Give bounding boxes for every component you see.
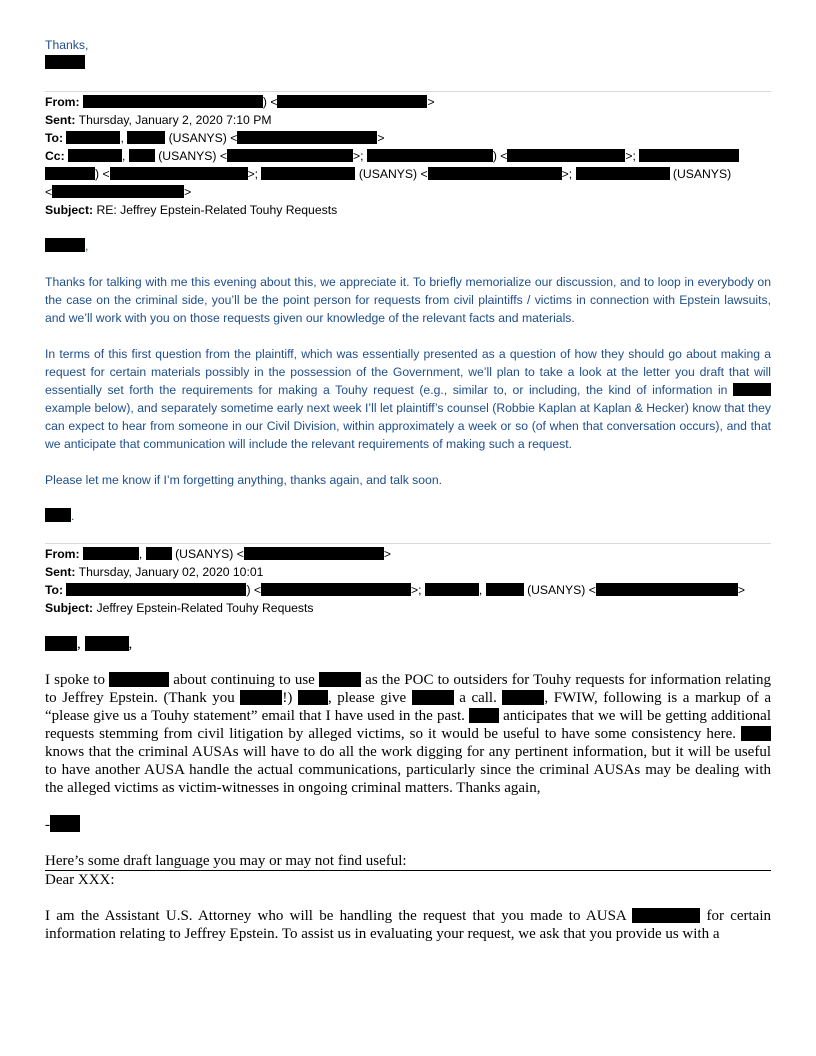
redaction xyxy=(244,547,384,560)
reply-header xyxy=(45,93,771,219)
reply-paragraph-3: Please let me know if I’m forgetting anything, thanks again, and talk soon. xyxy=(45,473,442,487)
redaction xyxy=(277,95,427,108)
from-line: From: , (USANYS) < > xyxy=(45,547,391,561)
redaction xyxy=(83,547,139,560)
to-line: To: ) < >; , (USANYS) < > xyxy=(45,583,745,597)
reply-paragraph-1: Thanks for talking with me this evening about this, we appreciate it. To briefly memorialize our discussion, and to loop in everybody on the case on the criminal side, you’ll be the point person for requests from civil plaintiffs / victims in connection with Epstein lawsuits, and we’ll work with you on those requests given our knowledge of the relevant facts and materials. xyxy=(45,275,771,325)
letter-body: I am the Assistant U.S. Attorney who will be handling the request that you made to AUSA for certain information relating to Jeffrey Epstein. To assist us in evaluating your request, we ask that you provide us with a xyxy=(45,908,772,942)
original-signoff: - xyxy=(45,815,771,834)
redaction xyxy=(428,167,562,180)
redaction xyxy=(639,149,739,162)
letter-salutation: Dear XXX: xyxy=(45,872,115,888)
reply-signoff: . xyxy=(45,507,771,525)
reply-closing: Thanks, xyxy=(45,38,89,52)
redaction xyxy=(68,149,122,162)
subject-line: Subject: Jeffrey Epstein-Related Touhy Requests xyxy=(45,601,314,615)
redaction xyxy=(45,238,85,252)
redaction xyxy=(66,583,246,596)
redaction xyxy=(486,583,524,596)
redaction xyxy=(227,149,353,162)
original-body: I spoke to about continuing to use as the POC to outsiders for Touhy requests for information relating to Jeffrey Epstein. (Thank you !) , please give a call. , FWIW, following is a markup of a “please give us a Touhy statement” email that I have used in the past. anticipates that we will be getting additional requests stemming from civil litigation by alleged victims, so it would be useful to have some consistency here. knows that the criminal AUSAs will have to do all the work digging for any pertinent information, but it will be useful to have another AUSA handle the actual communications, particularly since the criminal AUSAs may be dealing with the alleged victims as victim-witnesses in ongoing criminal matters. Thanks again, xyxy=(45,672,772,796)
redaction xyxy=(66,131,120,144)
redaction xyxy=(469,708,499,723)
redaction xyxy=(83,95,263,108)
redaction xyxy=(319,672,361,687)
from-line: From: ) < > xyxy=(45,95,435,109)
original-greeting: , , xyxy=(45,635,771,653)
redaction xyxy=(298,690,328,705)
redaction xyxy=(45,636,77,651)
redaction xyxy=(146,547,172,560)
redaction xyxy=(733,383,771,396)
to-line: To: , (USANYS) < > xyxy=(45,131,385,145)
cc-line-3: < > xyxy=(45,185,192,199)
redaction xyxy=(261,167,355,180)
subject-line: Subject: RE: Jeffrey Epstein-Related Touhy Requests xyxy=(45,203,338,217)
redaction xyxy=(596,583,738,596)
redaction xyxy=(127,131,165,144)
redaction xyxy=(425,583,479,596)
redaction xyxy=(237,131,377,144)
redaction xyxy=(741,726,771,741)
reply-paragraph-2: In terms of this first question from the plaintiff, which was essentially presented as a question of how they should go about making a request for certain materials possibly in the possession of the Government, we’ll plan to take a look at the letter you draft that will essentially set forth the requirements for making a Touhy request (e.g., similar to, or including, the kind of information in example below), and separately sometime early next week I’ll let plaintiff’s counsel (Robbie Kaplan at Kaplan & Hecker) know that they can expect to hear from someone in our Civil Division, within approximately a week or so (of when that conversation occurs), and that we anticipate that communication will include the relevant requirements of making such a request. xyxy=(45,347,771,451)
sent-line: Sent: Thursday, January 02, 2020 10:01 xyxy=(45,565,264,579)
redaction xyxy=(261,583,411,596)
redaction xyxy=(50,815,80,832)
redaction xyxy=(412,690,454,705)
redaction xyxy=(367,149,493,162)
redaction xyxy=(632,908,700,923)
redaction xyxy=(129,149,155,162)
sent-line: Sent: Thursday, January 2, 2020 7:10 PM xyxy=(45,113,272,127)
redaction xyxy=(45,167,95,180)
document-page xyxy=(45,36,771,943)
cc-line-2: ) < >; (USANYS) < >; (USANYS) xyxy=(45,165,771,183)
cc-line: Cc: , (USANYS) < >; ) < >; xyxy=(45,147,771,165)
original-header xyxy=(45,545,771,617)
redaction xyxy=(240,690,282,705)
divider xyxy=(45,91,771,92)
redaction xyxy=(576,167,670,180)
redaction xyxy=(45,508,71,522)
divider xyxy=(45,543,771,544)
greeting: , xyxy=(45,237,771,255)
redaction xyxy=(85,636,129,651)
redaction xyxy=(502,690,544,705)
redaction xyxy=(109,672,169,687)
redaction xyxy=(45,55,85,69)
draft-intro: Here’s some draft language you may or may not find useful: xyxy=(45,852,771,871)
redaction xyxy=(52,185,184,198)
redaction xyxy=(507,149,625,162)
redaction xyxy=(110,167,248,180)
